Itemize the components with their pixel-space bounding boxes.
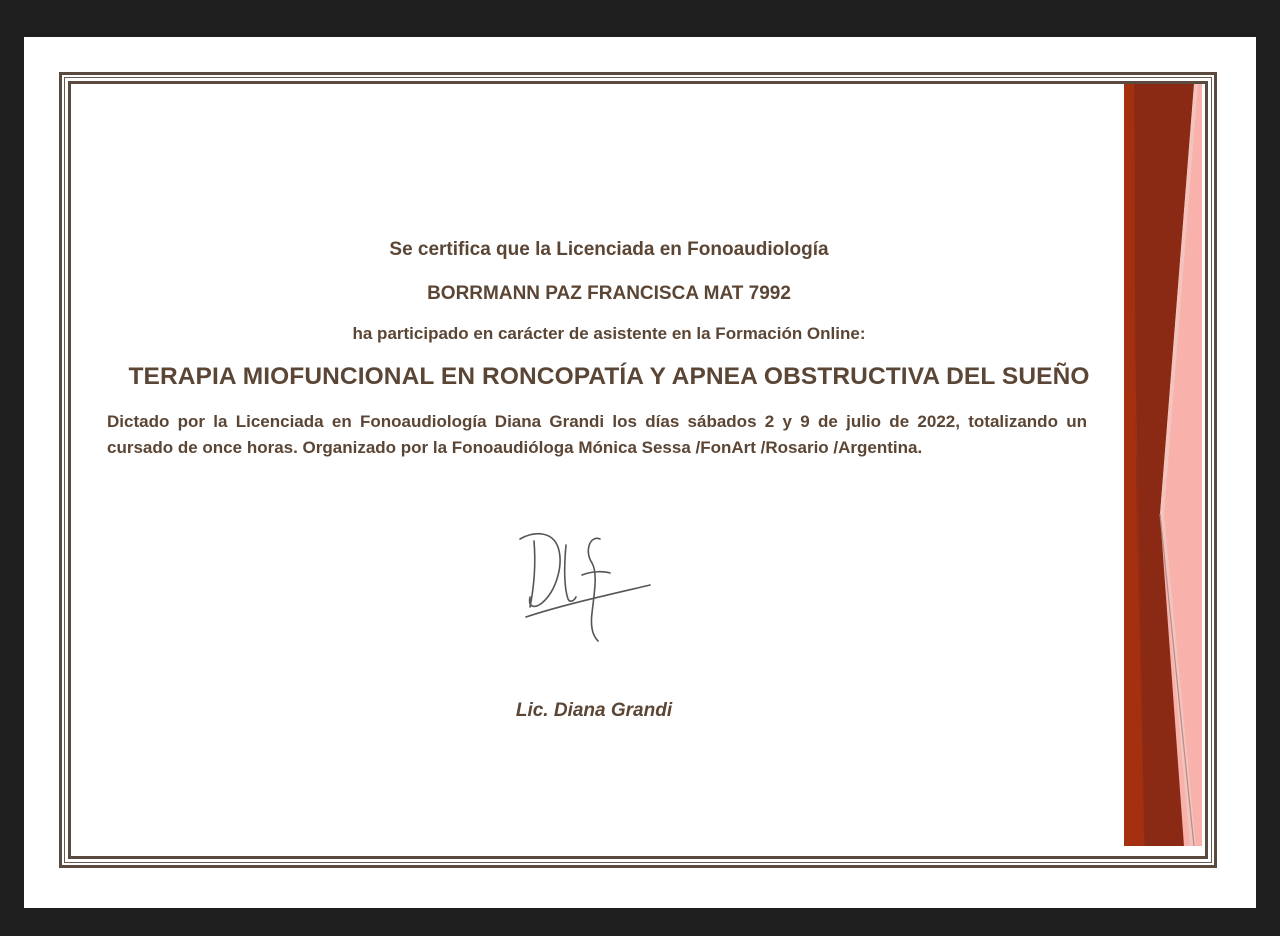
inner-border bbox=[68, 81, 1208, 859]
signature-icon bbox=[512, 525, 657, 643]
decorative-ribbon bbox=[1124, 84, 1202, 846]
participation-statement: ha participado en carácter de asistente en la Formación Online: bbox=[352, 324, 866, 343]
course-title: TERAPIA MIOFUNCIONAL EN RONCOPATÍA Y APNEA OBSTRUCTIVA DEL SUEÑO bbox=[128, 363, 1090, 390]
course-details: Dictado por la Licenciada en Fonoaudiología Diana Grandi los días sábados 2 y 9 de julio de 2022, totalizando un cursado de once horas. Organizado por la Fonoaudióloga Mónica Sessa /FonArt /Rosario /Argentina. bbox=[107, 412, 1087, 457]
signer-name: Lic. Diana Grandi bbox=[515, 700, 673, 721]
certificate-page bbox=[24, 37, 1256, 908]
certify-intro: Se certifica que la Licenciada en Fonoaudiología bbox=[389, 239, 829, 260]
recipient-name: BORRMANN PAZ FRANCISCA MAT 7992 bbox=[427, 283, 791, 304]
